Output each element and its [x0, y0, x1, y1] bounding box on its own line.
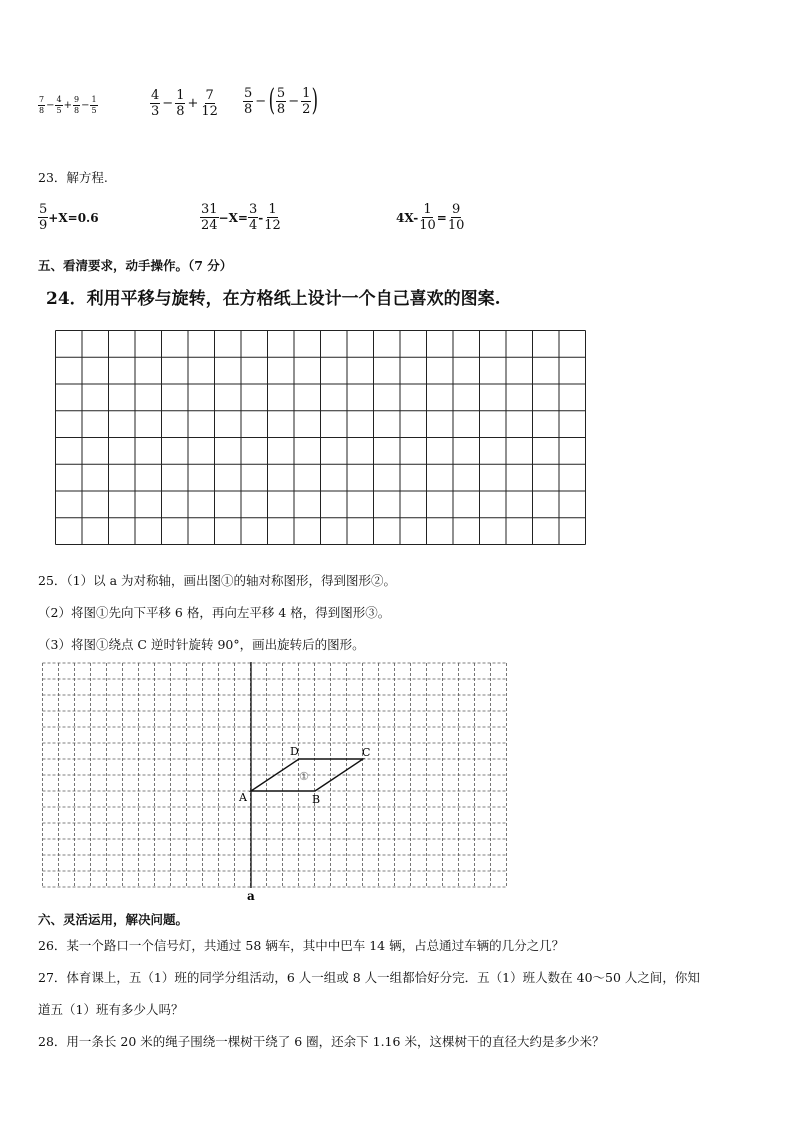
q23-title: 23．解方程. — [38, 170, 108, 185]
fraction: $\frac{5}{9}$ — [39, 202, 48, 233]
q27-text-line-1: 27．体育课上，五（1）班的同学分组活动，6 人一组或 8 人一组都恰好分完．五（1）班人数在 40～50 人之间，你知 — [38, 970, 700, 985]
fraction: $\frac{1}{10}$ — [419, 202, 436, 233]
figure-1-label: ① — [299, 770, 309, 783]
axis-a-label: a — [247, 889, 255, 902]
q25-line-1: 25．（1）以 a 为对称轴，画出图①的轴对称图形，得到图形②。 — [38, 573, 397, 588]
expression-2 — [150, 89, 219, 118]
fraction: $\frac{4}{5}$ — [56, 95, 62, 115]
fraction: $\frac{1}{12}$ — [264, 202, 281, 233]
fraction: $\frac{7}{8}$ — [39, 95, 45, 115]
q27-text-line-2: 道五（1）班有多少人吗？ — [38, 1002, 184, 1017]
operator: − — [46, 100, 55, 111]
equation-text: +X=0.6 — [48, 210, 99, 225]
fraction: $\frac{1}{5}$ — [91, 95, 97, 115]
point-c-label: C — [362, 746, 371, 759]
fraction: $\frac{3}{4}$ — [248, 202, 258, 233]
equation-text: - — [258, 210, 264, 225]
q28-text: 28．用一条长 20 米的绳子围绕一棵树干绕了 6 圈，还余下 1.16 米，这棵树干的直径大约是多少米？ — [38, 1034, 605, 1049]
expression-3 — [243, 83, 319, 118]
point-a-label: A — [239, 791, 247, 804]
q23-equation-2 — [200, 203, 282, 232]
operator: − — [288, 93, 300, 109]
fraction: $\frac{4}{3}$ — [151, 88, 160, 119]
equation-text: 4X- — [396, 210, 419, 225]
point-b-label: B — [312, 793, 321, 806]
left-paren: ( — [268, 83, 276, 118]
fraction: $\frac{31}{24}$ — [201, 202, 218, 233]
design-grid[interactable] — [55, 330, 588, 546]
equation-text: −X= — [218, 210, 248, 225]
transform-grid[interactable] — [40, 662, 512, 902]
fraction: $\frac{5}{8}$ — [276, 85, 286, 117]
operator: + — [63, 100, 72, 111]
operator: − — [255, 93, 267, 109]
q26-text: 26．某一个路口一个信号灯，共通过 58 辆车，其中中巴车 14 辆，占总通过车辆的几分之几？ — [38, 938, 565, 953]
fraction: $\frac{9}{8}$ — [73, 95, 80, 115]
fraction: $\frac{9}{10}$ — [447, 202, 465, 233]
right-paren: ) — [312, 83, 319, 118]
section-5-heading: 五、看清要求，动手操作。（7 分） — [38, 258, 233, 273]
q25-line-2: （2）将图①先向下平移 6 格，再向左平移 4 格，得到图形③。 — [38, 605, 391, 620]
expression-1 — [38, 96, 98, 115]
operator: + — [187, 96, 199, 111]
q23-equation-1 — [38, 203, 99, 232]
fraction: $\frac{1}{2}$ — [302, 85, 311, 117]
fraction: $\frac{7}{12}$ — [201, 88, 218, 119]
point-d-label: D — [290, 745, 299, 758]
q25-line-3: （3）将图①绕点 C 逆时针旋转 90°，画出旋转后的图形。 — [38, 637, 365, 652]
operator: − — [81, 100, 90, 111]
operator: − — [162, 96, 174, 111]
q24-text: 24．利用平移与旋转，在方格纸上设计一个自己喜欢的图案. — [46, 289, 501, 309]
fraction: $\frac{5}{8}$ — [244, 85, 253, 117]
q23-equation-3 — [396, 203, 465, 232]
equation-text: = — [436, 210, 447, 225]
section-6-heading: 六、灵活运用，解决问题。 — [38, 912, 189, 927]
fraction: $\frac{1}{8}$ — [176, 88, 185, 119]
